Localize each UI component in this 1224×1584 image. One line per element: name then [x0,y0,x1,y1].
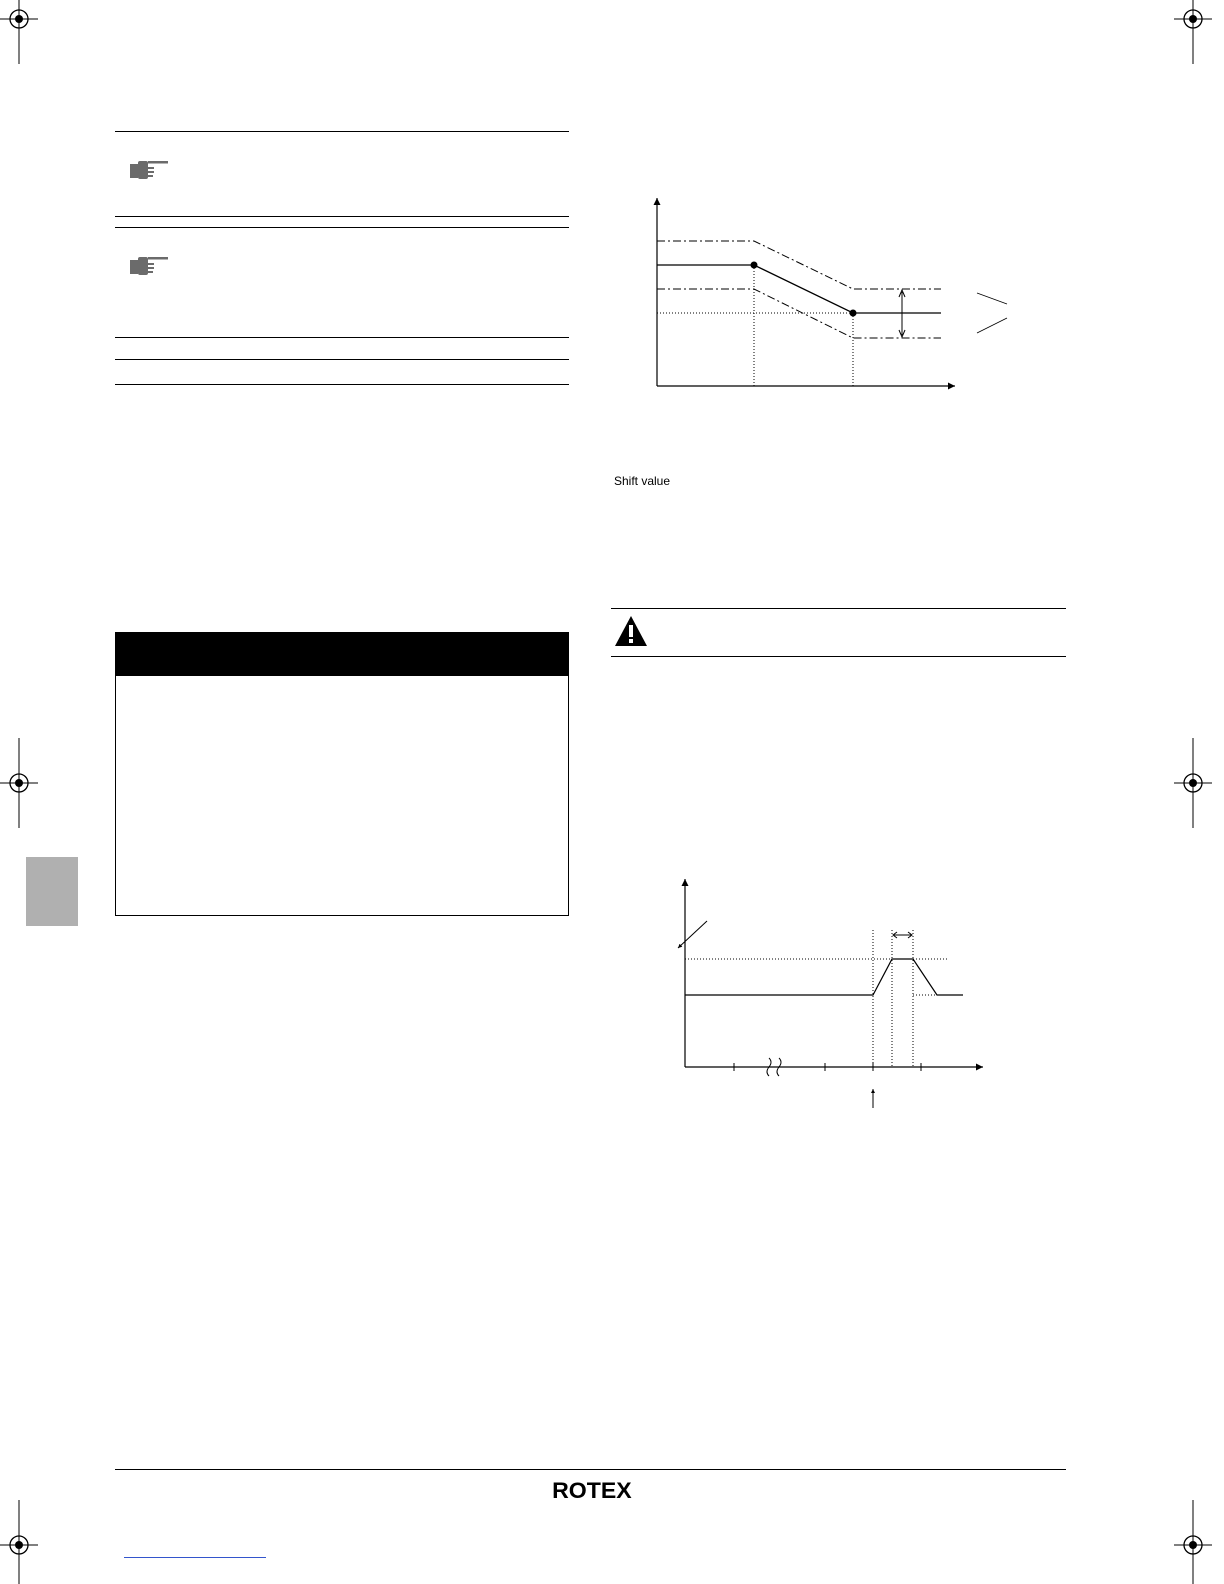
warning-triangle-icon [614,615,648,647]
registration-mark-icon [0,1500,40,1584]
brand-logo: ROTEX [552,1478,632,1503]
shift-value-diagram [600,190,1020,400]
note-box-2-bottom-rule [115,337,569,338]
registration-mark-icon [1174,738,1214,828]
table-rule-2 [115,384,569,385]
warning-box-top-rule [611,608,1066,609]
note-box-1-top-rule [115,131,569,132]
registration-mark-icon [1174,0,1214,70]
note-box-2-top-rule [115,227,569,228]
table-rule-1 [115,359,569,360]
chapter-tab [26,857,78,926]
registration-mark-icon [0,738,40,828]
registration-mark-icon [0,0,40,70]
info-box-header [116,633,568,676]
shift-value-caption: Shift value [614,474,671,488]
footer-rule [115,1469,1066,1470]
note-box-1-bottom-rule [115,216,569,217]
pointing-hand-icon [130,158,170,182]
warning-box-bottom-rule [611,656,1066,657]
info-box [115,632,569,916]
timing-diagram [670,870,990,1115]
pointing-hand-icon [130,254,170,278]
footer-link-underline [124,1557,266,1558]
registration-mark-icon [1174,1500,1214,1584]
